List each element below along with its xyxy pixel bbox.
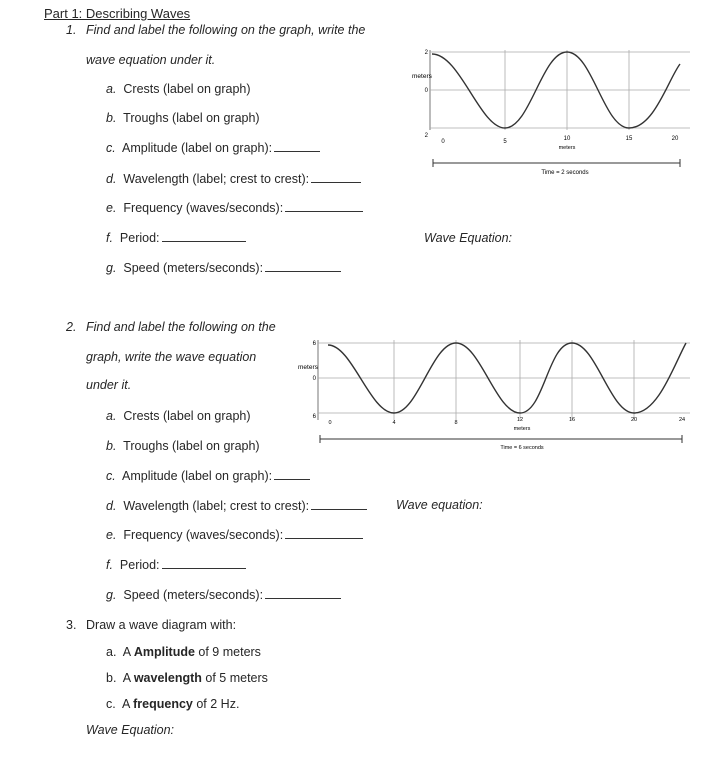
x-tick: 10: [563, 136, 571, 142]
q1-number: 1.: [66, 23, 77, 37]
q3-wave-equation-label: Wave Equation:: [86, 723, 175, 737]
q2-prompt-line1: Find and label the following on the: [86, 320, 276, 334]
q3-prompt: Draw a wave diagram with:: [86, 618, 237, 632]
q1-item-e: [106, 201, 363, 215]
item-pre: A: [122, 671, 134, 685]
q3-number: 3.: [66, 618, 77, 632]
x-tick: 24: [678, 417, 686, 423]
q2-wave-equation-label: Wave equation:: [396, 498, 483, 512]
answer-blank[interactable]: [285, 538, 363, 539]
q1-item-f: [106, 231, 246, 245]
item-post: of 2 Hz.: [192, 697, 240, 711]
q2-item-a: [106, 409, 251, 423]
item-letter: a.: [106, 645, 117, 659]
x-tick: 4: [392, 420, 396, 426]
answer-blank[interactable]: [285, 211, 363, 212]
item-letter: b.: [106, 671, 117, 685]
q1-item-a: [106, 82, 251, 96]
y-tick: 2: [424, 50, 428, 56]
q2-prompt-line3: under it.: [86, 378, 132, 392]
item-letter: g.: [106, 261, 117, 275]
item-text: Wavelength (label; crest to crest):: [123, 499, 310, 513]
q3-item-b: [106, 671, 268, 685]
item-pre: A: [122, 645, 134, 659]
y-tick: 2: [424, 133, 428, 139]
item-text: Amplitude (label on graph):: [122, 141, 273, 155]
q1-prompt-line2: wave equation under it.: [86, 53, 216, 67]
answer-blank[interactable]: [311, 182, 361, 183]
q2-item-e: [106, 528, 363, 542]
q2-item-g: [106, 588, 341, 602]
item-text: Troughs (label on graph): [123, 439, 260, 453]
y-tick: 0: [424, 88, 428, 94]
item-text: Frequency (waves/seconds):: [123, 201, 284, 215]
q1-item-c: [106, 141, 320, 155]
item-text: Speed (meters/seconds):: [123, 261, 264, 275]
q1-wave-equation-label: Wave Equation:: [424, 231, 513, 245]
item-letter: b.: [106, 111, 117, 125]
item-pre: A: [122, 697, 134, 711]
item-text: Amplitude (label on graph):: [122, 469, 273, 483]
q3-item-c: [106, 697, 239, 711]
item-letter: d.: [106, 172, 117, 186]
y-axis-label: meters: [412, 73, 432, 80]
item-letter: g.: [106, 588, 117, 602]
item-letter: e.: [106, 201, 117, 215]
x-axis-label: meters: [558, 145, 576, 151]
item-letter: c.: [106, 141, 116, 155]
item-bold: frequency: [133, 697, 193, 711]
y-tick: 6: [312, 341, 316, 347]
q1-wave-graph: [400, 40, 700, 180]
x-tick: 16: [568, 417, 576, 423]
item-letter: c.: [106, 469, 116, 483]
answer-blank[interactable]: [274, 479, 310, 480]
answer-blank[interactable]: [274, 151, 320, 152]
item-post: of 5 meters: [201, 671, 268, 685]
item-text: Troughs (label on graph): [123, 111, 260, 125]
x-tick: 0: [328, 420, 332, 426]
q3-item-a: [106, 645, 261, 659]
answer-blank[interactable]: [311, 509, 367, 510]
x-tick: 5: [503, 139, 507, 145]
y-tick: 0: [312, 376, 316, 382]
answer-blank[interactable]: [162, 241, 246, 242]
q1-item-g: [106, 261, 341, 275]
y-axis-label: meters: [298, 364, 318, 371]
item-text: Speed (meters/seconds):: [123, 588, 264, 602]
item-text: Period:: [119, 231, 160, 245]
x-tick: 15: [625, 136, 633, 142]
answer-blank[interactable]: [162, 568, 246, 569]
time-label: Time = 6 seconds: [500, 445, 544, 451]
item-letter: f.: [106, 231, 113, 245]
y-tick: 6: [312, 414, 316, 420]
item-letter: c.: [106, 697, 116, 711]
q1-prompt-line1: Find and label the following on the graph, write the: [86, 23, 366, 37]
item-letter: b.: [106, 439, 117, 453]
x-tick: 0: [441, 139, 445, 145]
item-bold: Amplitude: [133, 645, 195, 659]
answer-blank[interactable]: [265, 598, 341, 599]
item-post: of 9 meters: [194, 645, 261, 659]
item-text: Wavelength (label; crest to crest):: [123, 172, 310, 186]
x-axis-label: meters: [513, 426, 531, 432]
q1-item-b: [106, 111, 260, 125]
q1-item-d: [106, 172, 361, 186]
q2-item-c: [106, 469, 310, 483]
item-text: Frequency (waves/seconds):: [123, 528, 284, 542]
item-letter: a.: [106, 82, 117, 96]
item-text: Crests (label on graph): [123, 82, 251, 96]
x-tick: 20: [630, 417, 638, 423]
item-letter: a.: [106, 409, 117, 423]
x-tick: 12: [516, 417, 524, 423]
item-bold: wavelength: [133, 671, 202, 685]
item-letter: e.: [106, 528, 117, 542]
answer-blank[interactable]: [265, 271, 341, 272]
time-label: Time = 2 seconds: [541, 170, 589, 176]
x-tick: 20: [671, 136, 679, 142]
q2-number: 2.: [66, 320, 77, 334]
q2-item-b: [106, 439, 260, 453]
x-tick: 8: [454, 420, 458, 426]
item-letter: f.: [106, 558, 113, 572]
page-title: Part 1: Describing Waves: [44, 6, 191, 21]
item-text: Crests (label on graph): [123, 409, 251, 423]
q2-prompt-line2: graph, write the wave equation: [86, 350, 257, 364]
q2-wave-graph: [290, 335, 700, 465]
item-text: Period:: [119, 558, 160, 572]
q2-item-d: [106, 499, 367, 513]
item-letter: d.: [106, 499, 117, 513]
q2-item-f: [106, 558, 246, 572]
